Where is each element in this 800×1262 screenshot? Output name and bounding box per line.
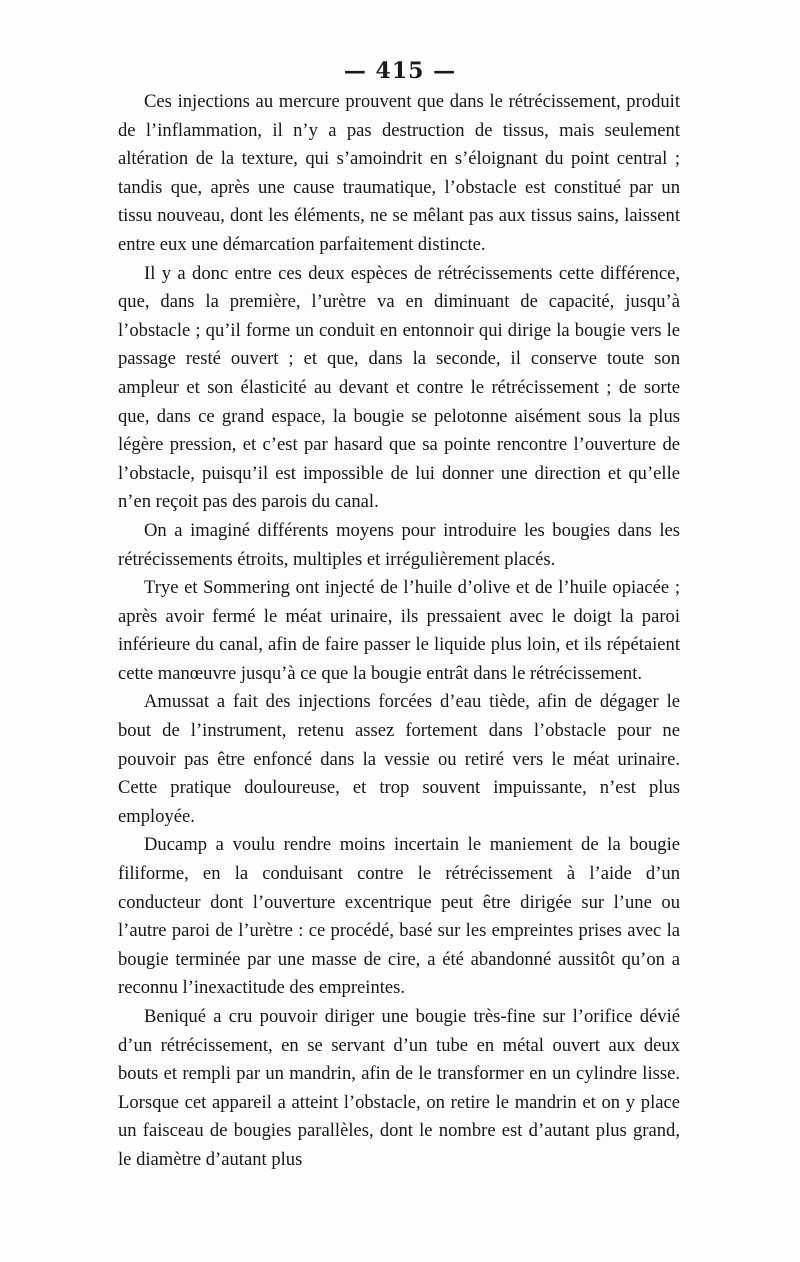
paragraph-2: Il y a donc entre ces deux espèces de rétrécissements cette différence, que, dans la première, l’urètre va en diminuant de capacité, jusqu’à l’obstacle ; qu’il forme un conduit en entonnoir qui dirige la bougie vers le passage resté ouvert ; et que, dans la seconde, il conserve toute son ampleur et son élasticité au devant et contre le rétrécissement ; de sorte que, dans ce grand espace, la bougie se pelotonne aisément sous la plus légère pression, et c’est par hasard que sa pointe rencontre l’ouverture de l’obstacle, puisqu’il est impossible de lui donner une direction et qu’elle n’en reçoit pas des parois du canal.: [118, 262, 680, 513]
paragraph-6: Ducamp a voulu rendre moins incertain le maniement de la bougie filiforme, en la conduisant contre le rétrécissement à l’aide d’un conducteur dont l’ouverture excentrique peut être dirigée sur l’une ou l’autre paroi de l’urètre : ce procédé, basé sur les empreintes prises avec la bougie terminée par une masse de cire, a été abandonné aussitôt qu’on a reconnu l’inexactitude des empreintes.: [118, 834, 680, 999]
paragraph-5: Amussat a fait des injections forcées d’eau tiède, afin de dégager le bout de l’instrument, retenu assez fortement dans l’obstacle pour ne pouvoir pas être enfoncé dans la vessie ou retiré vers le méat urinaire. Cette pratique douloureuse, et trop souvent impuissante, n’est plus employée.: [118, 691, 680, 827]
paragraph-1: Ces injections au mercure prouvent que dans le rétrécissement, produit de l’inflammation, il n’y a pas destruction de tissus, mais seulement altération de la texture, qui s’amoindrit en s’éloignant du point central ; tandis que, après une cause traumatique, l’obstacle est constitué par un tissu nouveau, dont les éléments, ne se mêlant pas aux tissus sains, laissent entre eux une démarcation parfaitement distincte.: [118, 91, 680, 255]
page-number: — 415 —: [343, 58, 457, 84]
paragraph-7: Beniqué a cru pouvoir diriger une bougie très-fine sur l’orifice dévié d’un rétrécissement, en se servant d’un tube en métal ouvert aux deux bouts et rempli par un mandrin, afin de le transformer en un cylindre lisse. Lorsque cet appareil a atteint l’obstacle, on retire le mandrin et on y place un faisceau de bougies parallèles, dont le nombre est d’autant plus grand, le diamètre d’autant plus: [118, 1006, 680, 1170]
paragraph-3: On a imaginé différents moyens pour introduire les bougies dans les rétrécissements étroits, multiples et irrégulièrement placés.: [118, 519, 680, 570]
text-body: [118, 88, 680, 1175]
paragraph-4: Trye et Sommering ont injecté de l’huile d’olive et de l’huile opiacée ; après avoir fermé le méat urinaire, ils pressaient avec le doigt la paroi inférieure du canal, afin de faire passer le liquide plus loin, et ils répétaient cette manœuvre jusqu’à ce que la bougie entrât dans le rétrécissement.: [118, 577, 680, 684]
